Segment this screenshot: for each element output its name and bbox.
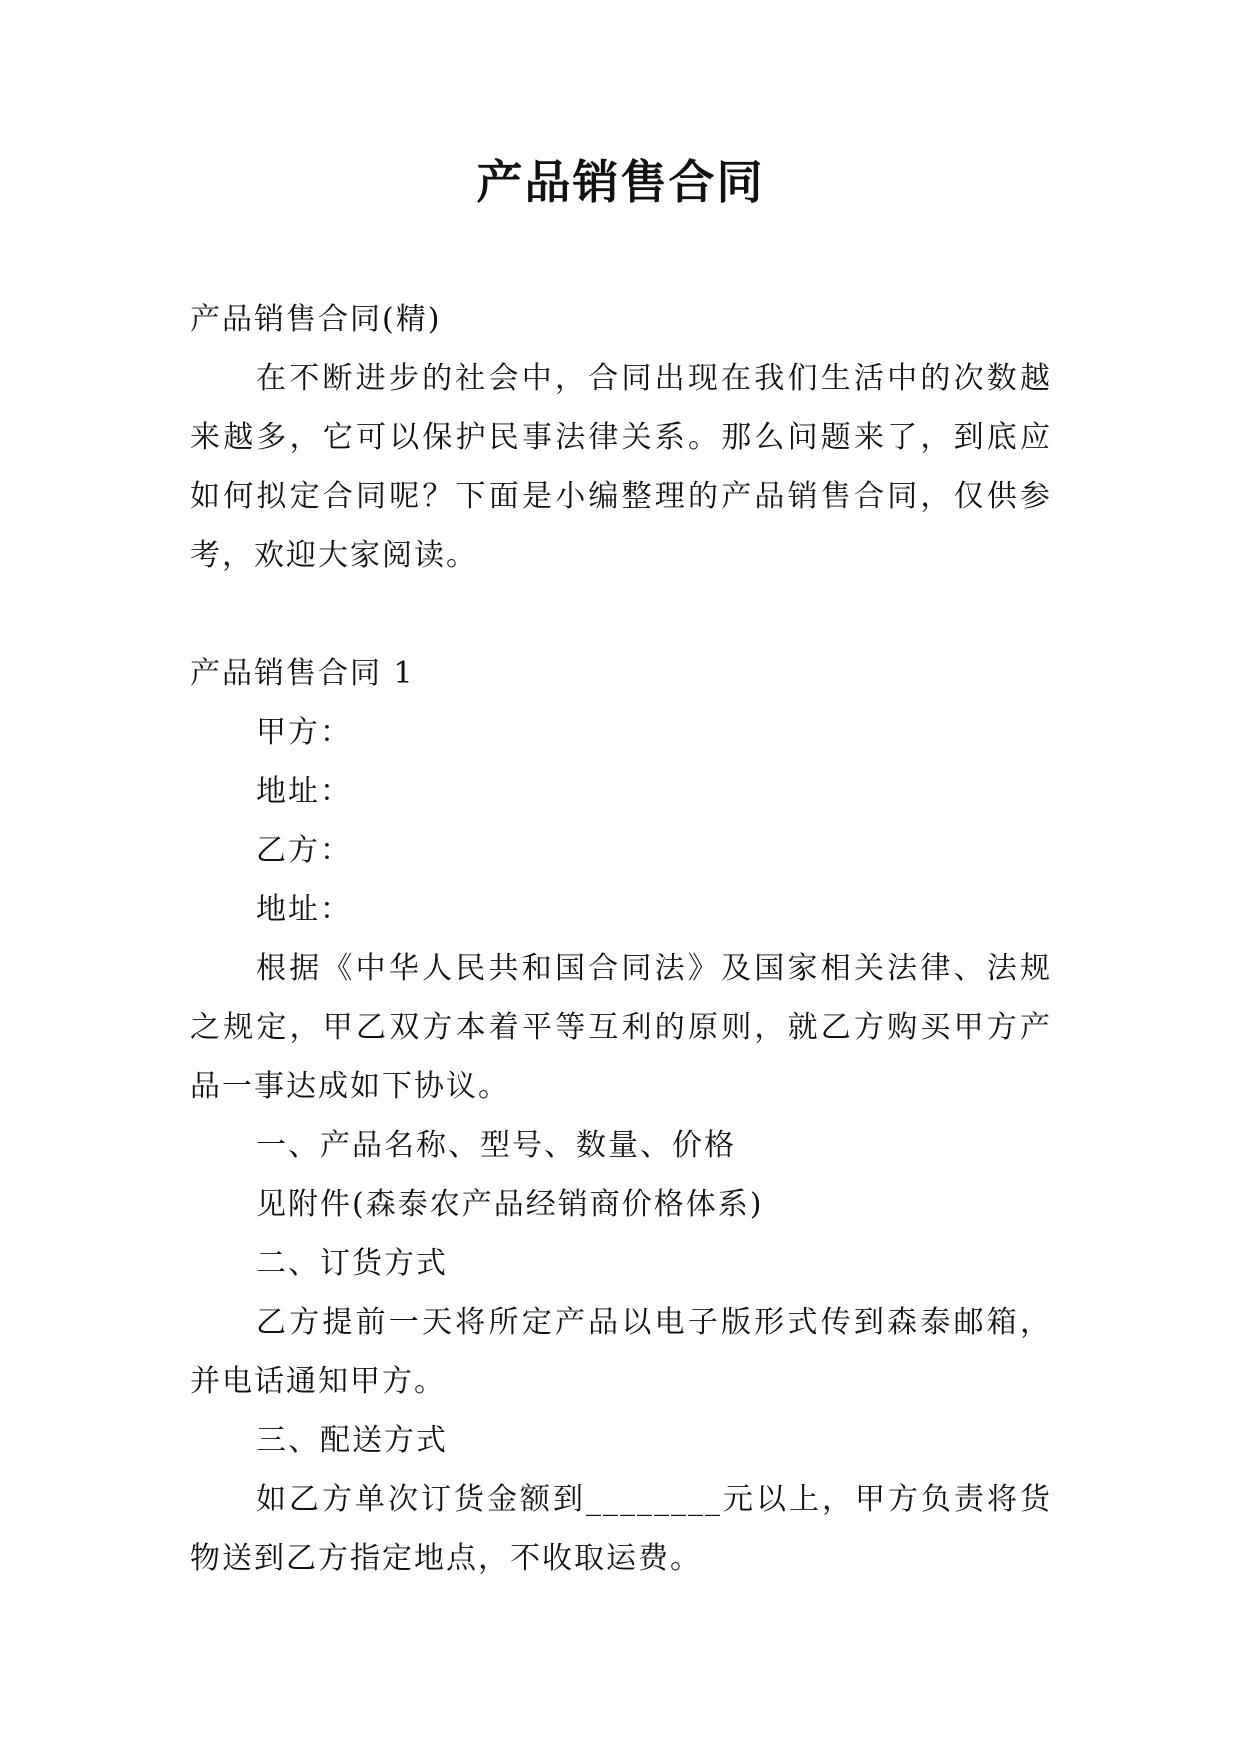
clause-1-heading: 一、产品名称、型号、数量、价格 [256,1128,736,1163]
preamble-paragraph: 根据《中华人民共和国合同法》及国家相关法律、法规之规定，甲乙双方本着平等互利的原则，就乙方购买甲方产品一事达成如下协议。 [190,951,1052,1104]
clause-2-text: 乙方提前一天将所定产品以电子版形式传到森泰邮箱，并电话通知甲方。 [190,1305,1052,1399]
clause-3-heading: 三、配送方式 [256,1423,448,1458]
intro-paragraph: 在不断进步的社会中，合同出现在我们生活中的次数越来越多，它可以保护民事法律关系。那么问题来了，到底应如何拟定合同呢？下面是小编整理的产品销售合同，仅供参考，欢迎大家阅读。 [190,361,1052,573]
doc-subtitle: 产品销售合同(精) [190,302,442,337]
clause-3-text: 如乙方单次订货金额到________元以上，甲方负责将货物送到乙方指定地点，不收取运费。 [190,1482,1052,1576]
party-b-field: 乙方： [256,833,352,868]
party-b-address-field: 地址： [256,892,352,927]
document-body [190,290,1052,1588]
party-a-field: 甲方： [256,715,352,750]
party-a-address-field: 地址： [256,774,352,809]
section-heading: 产品销售合同 1 [190,656,415,691]
clause-2-heading: 二、订货方式 [256,1246,448,1281]
clause-1-text: 见附件(森泰农产品经销商价格体系) [256,1187,764,1222]
document-title: 产品销售合同 [476,155,765,209]
